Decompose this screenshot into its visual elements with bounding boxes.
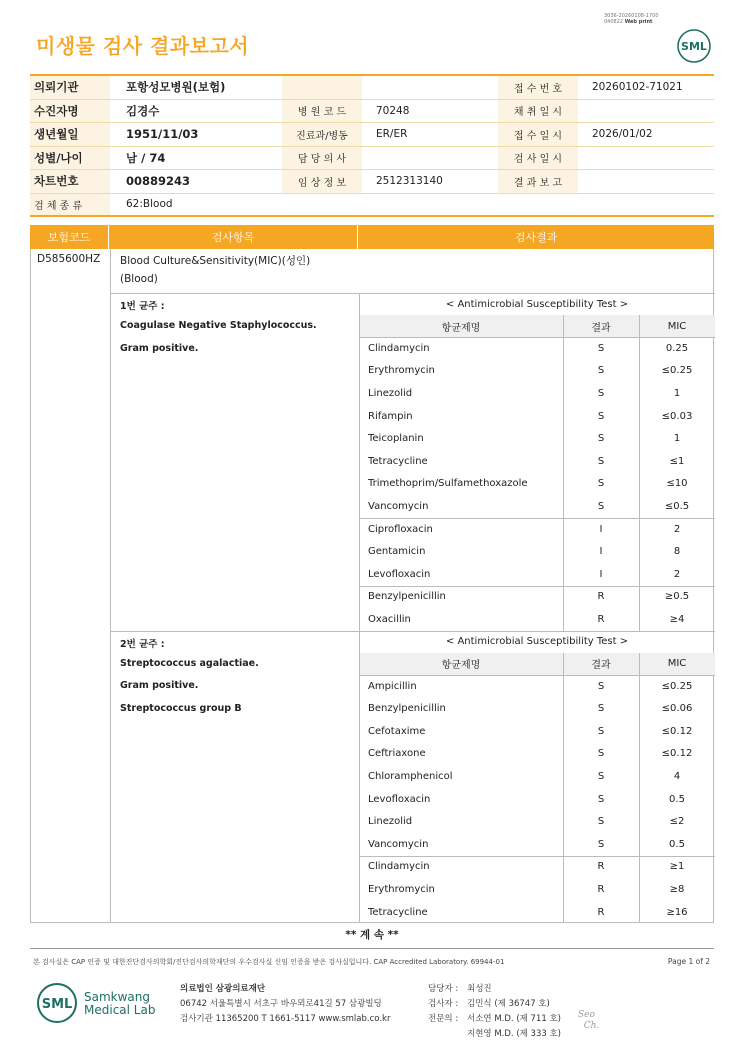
info-row	[30, 147, 714, 171]
drug-mic: 2	[673, 523, 681, 535]
drug-result: S	[597, 680, 605, 692]
organism-desc: Coagulase Negative Staphylococcus.	[120, 320, 317, 331]
continued-marker: ** 계 속 **	[345, 929, 399, 941]
header-test-result: 검사결과	[514, 231, 558, 244]
info-row	[30, 100, 714, 124]
drug-name: Clindamycin	[368, 861, 430, 873]
ast-header-drug: 항균제명	[441, 660, 481, 672]
ast-row	[359, 473, 715, 496]
ast-title: < Antimicrobial Susceptibility Test >	[445, 298, 629, 310]
drug-mic: ≥16	[666, 906, 688, 918]
drug-name: Benzylpenicillin	[368, 703, 446, 715]
ast-header	[359, 653, 715, 675]
info-value: 00889243	[126, 174, 191, 189]
info-value: 1951/11/03	[126, 127, 199, 142]
drug-name: Levofloxacin	[368, 793, 431, 805]
ast-row	[359, 586, 715, 609]
info-label: 의뢰기관	[30, 76, 110, 99]
info-label: 임 상 정 보	[282, 170, 362, 193]
drug-mic: ≤0.25	[661, 680, 693, 692]
drug-mic: ≤0.25	[661, 365, 693, 377]
drug-result: S	[597, 703, 605, 715]
staff-name: 지현영 M.D. (제 333 호)	[467, 1029, 562, 1039]
drug-result: S	[597, 365, 605, 377]
org-name: 의료법인 삼광의료재단	[180, 984, 266, 994]
svg-text:SML: SML	[41, 997, 73, 1012]
accreditation-note: 본 검사실은 CAP 인증 및 대한진단검사의학회/진단검사의학재단의 우수검사실 신임 인증을 받은 검사실입니다. CAP Accredited Laboratory. 69944-01	[33, 958, 505, 966]
sml-logo-icon	[676, 28, 712, 64]
drug-result: S	[597, 500, 605, 512]
test-name: Blood Culture&Sensitivity(MIC)(성인)	[120, 255, 311, 267]
drug-result: S	[597, 816, 605, 828]
drug-mic: 1	[673, 433, 681, 445]
info-label: 접 수 번 호	[498, 76, 578, 99]
info-value: 김경수	[126, 103, 160, 118]
ast-title: < Antimicrobial Susceptibility Test >	[445, 636, 629, 648]
info-value	[578, 147, 714, 170]
ast-row	[359, 901, 715, 924]
insurance-code: D585600HZ	[37, 253, 101, 265]
ast-row	[359, 720, 715, 743]
ast-row	[359, 608, 715, 631]
page-number: Page 1 of 2	[667, 957, 710, 966]
drug-name: Linezolid	[368, 816, 413, 828]
drug-mic: ≤0.5	[664, 500, 690, 512]
drug-name: Chloramphenicol	[368, 770, 453, 782]
info-label: 진료과/병동	[282, 123, 362, 146]
drug-result: S	[597, 387, 605, 399]
staff-name: 최성진	[467, 984, 492, 994]
drug-mic: ≤0.12	[661, 725, 693, 737]
info-label: 결 과 보 고	[498, 170, 578, 193]
ast-row	[359, 765, 715, 788]
staff-role: 검사자 :	[428, 999, 459, 1009]
drug-result: S	[597, 342, 605, 354]
drug-mic: ≤2	[669, 816, 685, 828]
info-label: 수진자명	[30, 100, 110, 123]
info-label: 접 수 일 시	[498, 123, 578, 146]
staff-name: 김민식 (제 36747 호)	[467, 999, 550, 1009]
ast-header-result: 결과	[591, 660, 611, 672]
ast-row	[359, 427, 715, 450]
ast-row	[359, 697, 715, 720]
drug-name: Levofloxacin	[368, 568, 431, 580]
drug-name: Clindamycin	[368, 342, 430, 354]
drug-name: Tetracycline	[368, 455, 428, 467]
organism-desc: Streptococcus agalactiae.	[120, 657, 259, 669]
drug-mic: ≤0.03	[661, 410, 693, 422]
drug-name: Ceftriaxone	[368, 748, 426, 760]
info-label	[282, 76, 362, 99]
drug-name: Vancomycin	[368, 500, 429, 512]
svg-text:SML: SML	[681, 40, 707, 53]
info-value: 남 / 74	[126, 150, 166, 165]
report-title: 미생물 검사 결과보고서	[36, 34, 250, 58]
ast-row	[359, 518, 715, 541]
brand-name: Samkwang Medical Lab	[84, 990, 156, 1017]
ast-row	[359, 382, 715, 405]
drug-result: R	[597, 861, 605, 873]
header-insurance-code: 보험코드	[30, 225, 109, 249]
drug-mic: ≥1	[669, 861, 685, 873]
info-label: 차트번호	[30, 170, 110, 193]
drug-mic: 0.5	[669, 838, 685, 850]
info-value: 2026/01/02	[592, 128, 653, 141]
drug-result: S	[597, 725, 605, 737]
organism-desc: Gram positive.	[120, 342, 199, 354]
drug-mic: 0.25	[665, 342, 689, 354]
drug-result: I	[599, 568, 603, 580]
info-label: 채 취 일 시	[498, 100, 578, 123]
organism-label: 1번 균주 :	[120, 301, 165, 312]
drug-result: S	[597, 748, 605, 760]
organism-label: 2번 균주 :	[120, 638, 165, 650]
document-id: 3036-20260108-1700 040822 Web print	[604, 13, 659, 25]
info-value	[362, 147, 498, 170]
staff-name: 서소연 M.D. (제 711 호)	[467, 1014, 562, 1024]
ast-row	[359, 360, 715, 383]
info-row	[30, 123, 714, 147]
drug-mic: ≥8	[669, 883, 685, 895]
specimen-value: 62:Blood	[126, 198, 173, 211]
ast-row	[359, 856, 715, 879]
ast-row	[359, 337, 715, 360]
drug-result: R	[597, 591, 605, 603]
drug-result: S	[597, 410, 605, 422]
ast-row	[359, 540, 715, 563]
signature-image: Seo Ch.	[578, 1010, 600, 1031]
drug-result: S	[597, 793, 605, 805]
drug-result: I	[599, 546, 603, 558]
info-row	[30, 170, 714, 194]
ast-row	[359, 563, 715, 586]
drug-result: S	[597, 455, 605, 467]
drug-result: S	[597, 433, 605, 445]
info-value	[578, 100, 714, 123]
info-value	[578, 170, 714, 193]
org-contact: 검사기관 11365200 T 1661-5117 www.smlab.co.kr	[180, 1014, 391, 1024]
info-row	[30, 194, 714, 218]
ast-row	[359, 878, 715, 901]
drug-mic: ≤0.12	[661, 748, 693, 760]
staff-role: 전문의 :	[428, 1014, 459, 1024]
patient-info-table	[30, 74, 714, 217]
info-value: ER/ER	[376, 128, 408, 141]
ast-header-result: 결과	[591, 322, 611, 334]
ast-row	[359, 833, 715, 856]
info-label: 생년월일	[30, 123, 110, 146]
ast-header-drug: 항균제명	[441, 322, 481, 334]
info-label: 검 사 일 시	[498, 147, 578, 170]
info-value: 포항성모병원(보험)	[126, 80, 226, 95]
drug-name: Linezolid	[368, 387, 413, 399]
specimen-label: 검 체 종 류	[30, 194, 110, 216]
drug-name: Vancomycin	[368, 838, 429, 850]
results-table	[30, 249, 714, 923]
drug-result: I	[599, 523, 603, 535]
ast-row	[359, 788, 715, 811]
drug-result: R	[597, 906, 605, 918]
staff-role: 담당자 :	[428, 984, 459, 994]
drug-mic: 4	[673, 770, 681, 782]
drug-name: Ciprofloxacin	[368, 523, 433, 535]
info-value: 2512313140	[376, 175, 443, 188]
drug-name: Rifampin	[368, 410, 413, 422]
drug-name: Trimethoprim/Sulfamethoxazole	[368, 478, 528, 490]
drug-mic: ≥0.5	[664, 591, 690, 603]
info-label: 병 원 코 드	[282, 100, 362, 123]
drug-result: S	[597, 770, 605, 782]
drug-result: R	[597, 883, 605, 895]
ast-row	[359, 743, 715, 766]
drug-result: R	[597, 613, 605, 625]
header-test-item: 검사항목	[109, 225, 358, 249]
drug-name: Benzylpenicillin	[368, 591, 446, 603]
info-label: 성별/나이	[30, 147, 110, 170]
organism-desc: Gram positive.	[120, 680, 199, 692]
organism-desc: Streptococcus group B	[120, 703, 242, 714]
ast-header-mic: MIC	[667, 658, 687, 670]
ast-row	[359, 450, 715, 473]
drug-name: Oxacillin	[368, 613, 411, 625]
drug-name: Ampicillin	[368, 680, 417, 692]
info-value: 70248	[376, 104, 410, 117]
results-header	[30, 225, 714, 249]
drug-name: Erythromycin	[368, 883, 435, 895]
drug-result: S	[597, 838, 605, 850]
drug-result: S	[597, 478, 605, 490]
drug-mic: ≥4	[669, 613, 685, 625]
ast-header-mic: MIC	[667, 320, 687, 332]
drug-mic: 2	[673, 568, 681, 580]
drug-mic: ≤0.06	[661, 703, 693, 715]
drug-mic: 8	[673, 546, 681, 558]
info-row	[30, 76, 714, 100]
info-value: 20260102-71021	[592, 81, 683, 94]
drug-mic: ≤10	[666, 478, 688, 490]
sml-logo-icon	[36, 982, 78, 1024]
drug-mic: 1	[673, 387, 681, 399]
drug-mic: 0.5	[669, 793, 685, 805]
info-value	[362, 76, 498, 99]
ast-row	[359, 810, 715, 833]
ast-row	[359, 405, 715, 428]
drug-name: Teicoplanin	[368, 433, 424, 445]
drug-mic: ≤1	[669, 455, 685, 467]
drug-name: Erythromycin	[368, 365, 435, 377]
drug-name: Tetracycline	[368, 906, 428, 918]
ast-header	[359, 315, 715, 337]
drug-name: Cefotaxime	[368, 725, 426, 737]
info-label: 담 당 의 사	[282, 147, 362, 170]
test-specimen: (Blood)	[120, 273, 158, 285]
ast-row	[359, 675, 715, 698]
ast-row	[359, 495, 715, 518]
org-address: 06742 서울특별시 서초구 바우뫼로41길 57 삼광빌딩	[180, 999, 382, 1009]
drug-name: Gentamicin	[368, 546, 426, 558]
